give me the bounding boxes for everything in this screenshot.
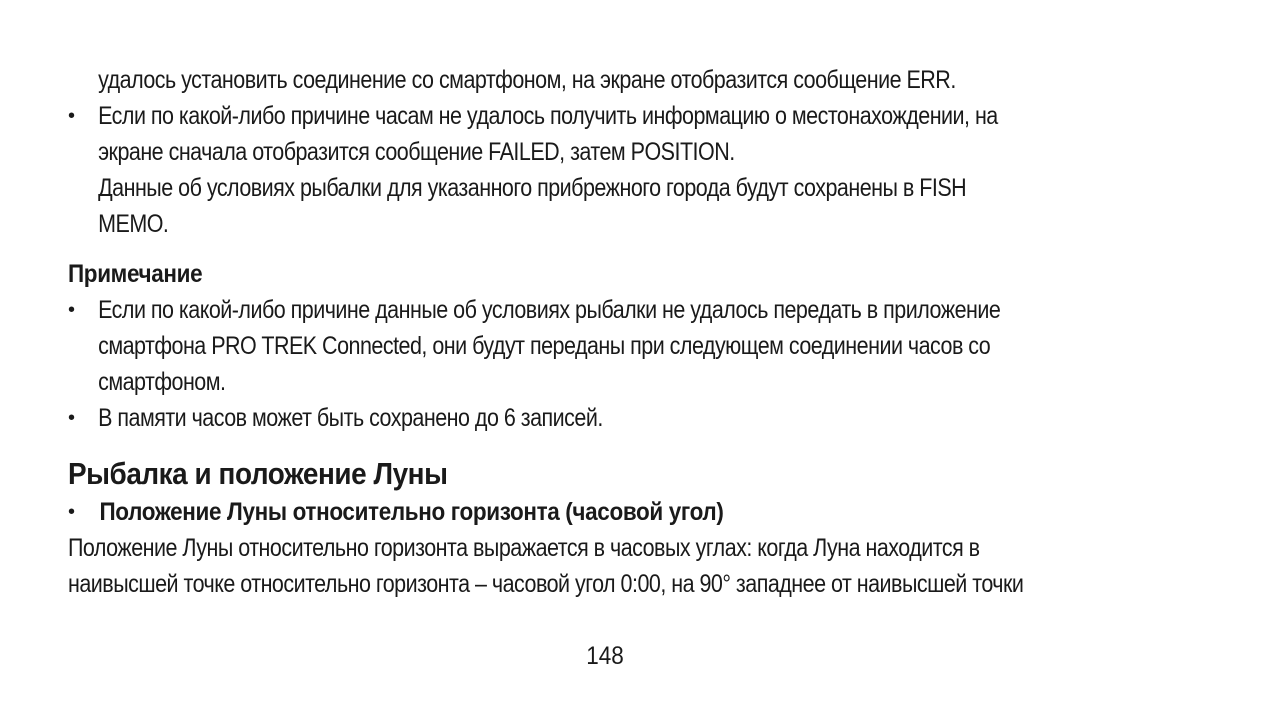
bullet-line: В памяти часов может быть сохранено до 6 записей. <box>98 404 603 432</box>
paragraph-line: Данные об условиях рыбалки для указанного прибрежного города будут сохранены в FISH <box>98 174 967 202</box>
body-line: Положение Луны относительно горизонта выражается в часовых углах: когда Луна находится в <box>68 534 980 562</box>
note-bullet-transfer <box>68 292 1142 400</box>
bullet-line: смартфоном. <box>98 368 226 396</box>
paragraph-line: MEMO. <box>98 210 169 238</box>
body-line: наивысшей точке относительно горизонта – часовой угол 0:00, на 90° западнее от наивысшей точки <box>68 570 1024 598</box>
bullet-glyph: • <box>68 501 76 523</box>
bullet-line: смартфона PRO TREK Connected, они будут переданы при следующем соединении часов со <box>98 332 991 360</box>
bullet-glyph: • <box>68 105 76 127</box>
bullet-line: экране сначала отобразится сообщение FAILED, затем POSITION. <box>98 138 735 166</box>
section-heading: Рыбалка и положение Луны <box>68 456 448 491</box>
document-page <box>68 62 1142 602</box>
bullet-glyph: • <box>68 407 76 429</box>
bullet-line: Если по какой-либо причине часам не удалось получить информацию о местонахождении, на <box>98 102 998 130</box>
bullet-line: Если по какой-либо причине данные об условиях рыбалки не удалось передать в приложение <box>98 296 1001 324</box>
continuation-line: удалось установить соединение со смартфоном, на экране отобразится сообщение ERR. <box>98 66 956 94</box>
note-bullet-memory <box>68 400 1142 436</box>
note-heading: Примечание <box>68 260 203 288</box>
bullet-glyph: • <box>68 299 76 321</box>
subheading-row <box>68 494 1142 530</box>
page-number: 148 <box>586 642 624 670</box>
bullet-item-location <box>68 98 1142 242</box>
sub-heading: Положение Луны относительно горизонта (часовой угол) <box>99 498 724 526</box>
